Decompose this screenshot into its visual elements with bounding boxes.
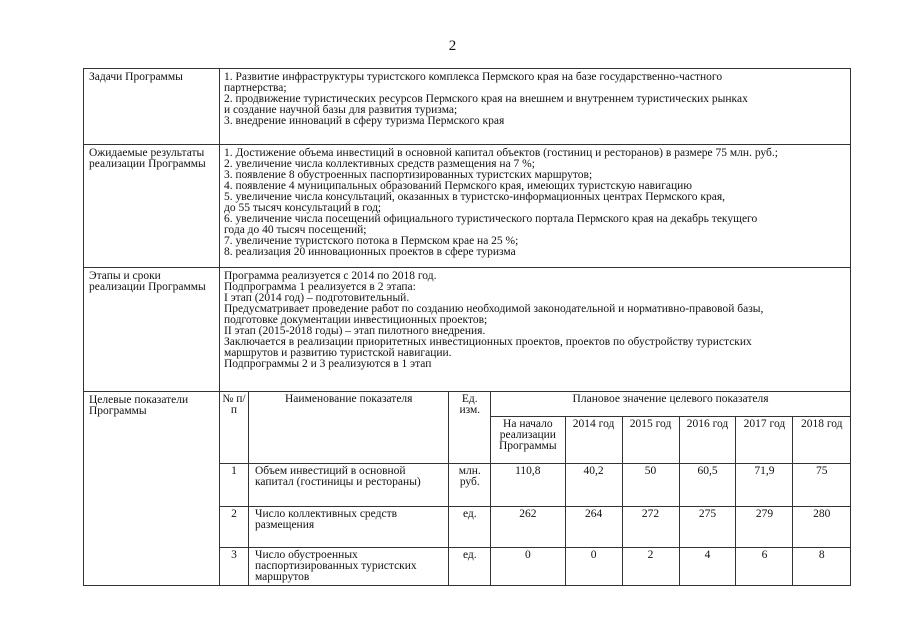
cell-num: 2	[220, 507, 248, 548]
cell-value: 264	[565, 507, 622, 548]
col-header-unit: Ед. изм.	[449, 392, 491, 464]
text-line: года до 40 тысяч посещений;	[224, 224, 367, 236]
row-program-tasks	[84, 69, 851, 145]
row-label-tasks: Задачи Программы	[84, 69, 220, 145]
col-header-year: 2016 год	[679, 417, 736, 464]
indicators-table	[220, 392, 850, 585]
cell-value: 40,2	[565, 464, 622, 507]
page-number: 2	[448, 38, 457, 54]
col-header-start: На начало реализации Программы	[491, 417, 565, 464]
cell-value: 71,9	[736, 464, 793, 507]
cell-unit: ед.	[449, 548, 491, 586]
cell-value: 50	[622, 464, 679, 507]
col-header-num: № п/п	[220, 392, 248, 464]
text-line: 1. Достижение объема инвестиций в основной капитал объектов (гостиниц и ресторанов) в размере 75 млн. руб.;	[224, 147, 778, 159]
cell-num: 3	[220, 548, 248, 586]
row-label-indicators: Целевые показатели Программы	[84, 392, 220, 586]
cell-unit: ед.	[449, 507, 491, 548]
col-header-year: 2017 год	[736, 417, 793, 464]
cell-name: Число обустроенных паспортизированных туристских маршрутов	[248, 548, 448, 586]
text-line: Подпрограммы 2 и 3 реализуются в 1 этап	[224, 358, 432, 370]
text-line: 7. увеличение туристского потока в Пермском крае на 25 %;	[224, 235, 519, 247]
text-line: подготовке документации инвестиционных проектов;	[224, 314, 488, 326]
cell-num: 1	[220, 464, 248, 507]
row-label-results: Ожидаемые результаты реализации Программы	[84, 145, 220, 268]
text-line: 2. увеличение числа коллективных средств размещения на 7 %;	[224, 158, 535, 170]
cell-value: 0	[491, 548, 565, 586]
col-header-planned: Плановое значение целевого показателя	[491, 392, 850, 417]
text-line: 8. реализация 20 инновационных проектов в сфере туризма	[224, 246, 516, 258]
col-header-year: 2018 год	[793, 417, 850, 464]
row-label-stages: Этапы и сроки реализации Программы	[84, 268, 220, 392]
cell-name: Число коллективных средств размещения	[248, 507, 448, 548]
table-row	[220, 464, 850, 507]
text-line: до 55 тысяч консультаций в год;	[224, 202, 382, 214]
row-stages-and-terms	[84, 268, 851, 392]
row-content-stages	[220, 268, 851, 392]
cell-value: 75	[793, 464, 850, 507]
cell-value: 8	[793, 548, 850, 586]
text-line: партнерства;	[224, 82, 287, 94]
text-line: 4. появление 4 муниципальных образований Пермского края, имеющих туристскую навигацию	[224, 180, 692, 192]
col-header-year: 2014 год	[565, 417, 622, 464]
cell-name: Объем инвестиций в основной капитал (гостиницы и рестораны)	[248, 464, 448, 507]
text-line: 1. Развитие инфраструктуры туристского комплекса Пермского края на базе государственно-частного	[224, 71, 723, 83]
row-content-indicators	[220, 392, 851, 586]
text-line: 5. увеличение числа консультаций, оказанных в туристско-информационных центрах Пермского края,	[224, 191, 725, 203]
text-line: Программа реализуется с 2014 по 2018 год.	[224, 270, 437, 282]
cell-unit: млн. руб.	[449, 464, 491, 507]
table-row	[220, 548, 850, 586]
text-line: маршрутов и развитию туристской навигации.	[224, 347, 452, 359]
text-line: и создание научной базы для развития туризма;	[224, 104, 458, 116]
text-line: Предусматривает проведение работ по созданию необходимой законодательной и нормативно-правовой базы,	[224, 303, 764, 315]
cell-value: 110,8	[491, 464, 565, 507]
cell-value: 6	[736, 548, 793, 586]
text-line: Заключается в реализации приоритетных инвестиционных проектов, проектов по обустройству туристских	[224, 336, 752, 348]
cell-value: 280	[793, 507, 850, 548]
row-content-tasks	[220, 69, 851, 145]
text-line: II этап (2015-2018 годы) – этап пилотного внедрения.	[224, 325, 486, 337]
cell-value: 272	[622, 507, 679, 548]
cell-value: 262	[491, 507, 565, 548]
text-line: I этап (2014 год) – подготовительный.	[224, 292, 410, 304]
text-line: Подпрограмма 1 реализуется в 2 этапа:	[224, 281, 416, 293]
cell-value: 2	[622, 548, 679, 586]
cell-value: 4	[679, 548, 736, 586]
program-passport-table	[83, 68, 851, 586]
row-target-indicators	[84, 392, 851, 586]
row-content-results	[220, 145, 851, 268]
col-header-name: Наименование показателя	[248, 392, 448, 464]
cell-value: 60,5	[679, 464, 736, 507]
table-row	[220, 507, 850, 548]
cell-value: 279	[736, 507, 793, 548]
row-expected-results	[84, 145, 851, 268]
cell-value: 0	[565, 548, 622, 586]
cell-value: 275	[679, 507, 736, 548]
col-header-year: 2015 год	[622, 417, 679, 464]
text-line: 3. внедрение инноваций в сферу туризма Пермского края	[224, 115, 505, 127]
text-line: 6. увеличение числа посещений официального туристического портала Пермского края на декабрь текущего	[224, 213, 758, 225]
text-line: 3. появление 8 обустроенных паспортизированных туристских маршрутов;	[224, 169, 593, 181]
text-line: 2. продвижение туристических ресурсов Пермского края на внешнем и внутреннем туристических рынках	[224, 93, 748, 105]
